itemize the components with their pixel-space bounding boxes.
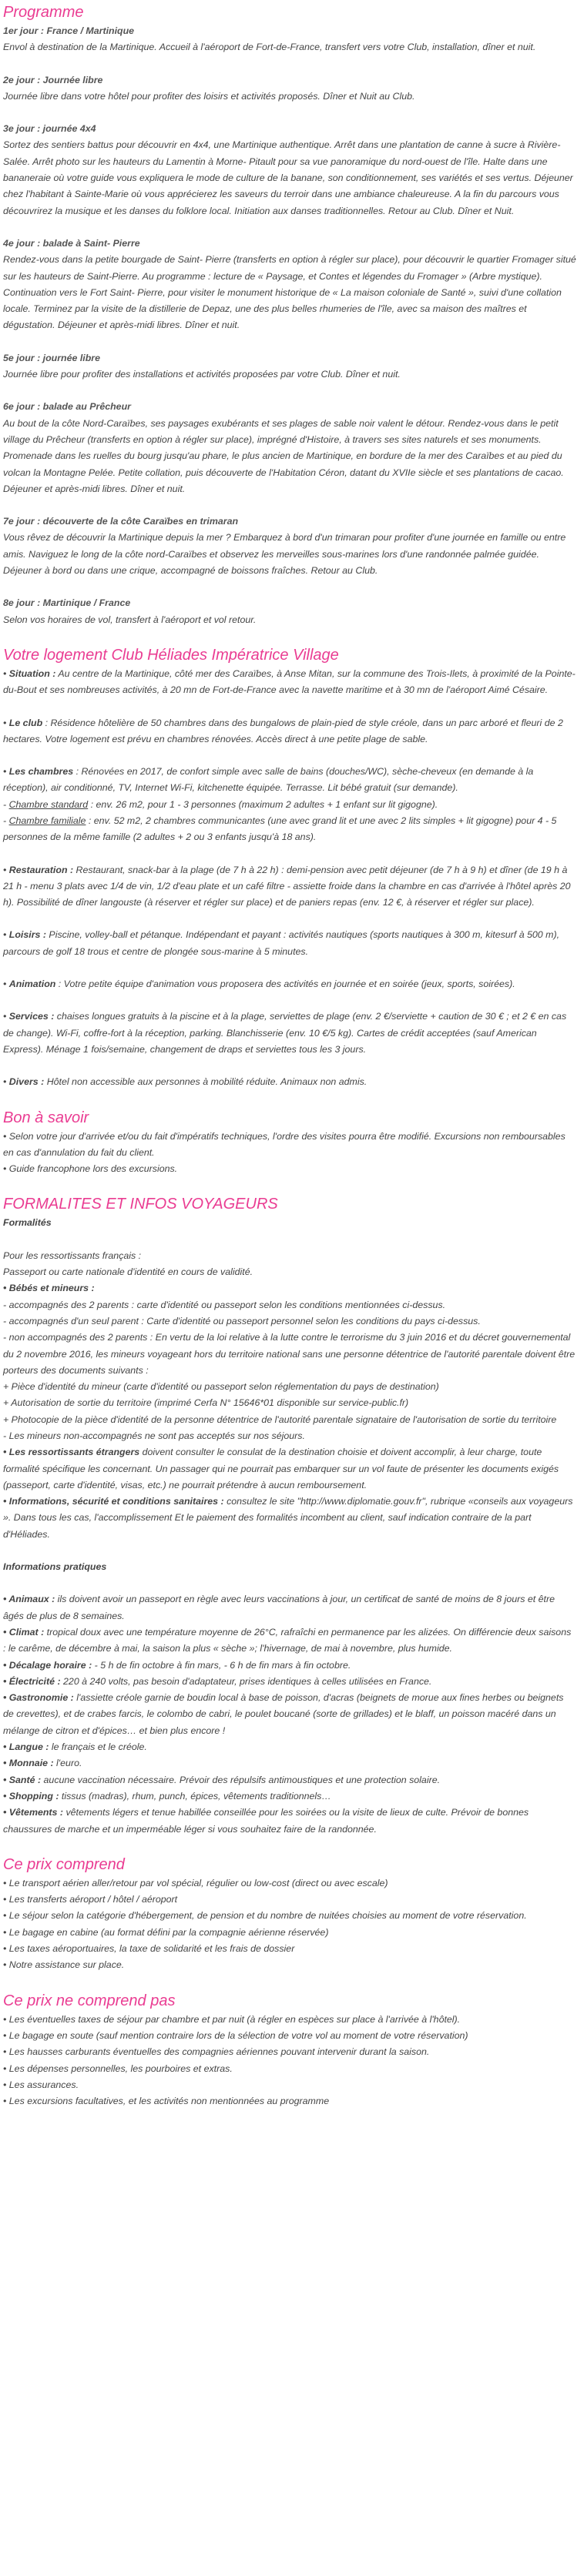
item-text: - 5 h de fin octobre à fin mars, - 6 h de fin mars à fin octobre. <box>92 1659 351 1671</box>
list-item: + Autorisation de sortie du territoire (imprimé Cerfa N° 15646*01 disponible sur service-public.fr) <box>3 1397 409 1409</box>
programme-day <box>3 236 576 334</box>
bon-a-savoir-heading: Bon à savoir <box>3 1109 89 1126</box>
list-item: • Selon votre jour d'arrivée et/ou du fait d'impératifs techniques, l'ordre des visites pourra être modifié. Excursions non remboursables en cas d'annulation du fait du client. <box>3 1130 566 1158</box>
mineurs-list <box>3 1297 576 1445</box>
day-title: 4e jour : balade à Saint- Pierre <box>3 237 140 249</box>
day-text: Rendez-vous dans la petite bourgade de Saint- Pierre (transferts en option à régler sur place), pour découvrir le quartier Fromager situé sur les hauteurs de Saint-Pierre. Au programme : lecture de « Paysage, et Contes et légendes du Fromager » (Arbre mystique). Continuation vers le Fort Saint- Pierre, pour visiter le monument historique de « La maison coloniale de Santé », suivi d'une collation locale. Terminez par la visite de la distillerie de Depaz, une des plus belles rhumeries de l'île, avec sa maison des maîtres et dégustation. Déjeuner et après-midi libres. Dîner et nuit. <box>3 254 576 331</box>
programme-heading: Programme <box>3 4 84 21</box>
list-item <box>3 1658 576 1674</box>
list-item: • Les transferts aéroport / hôtel / aéroport <box>3 1894 178 1905</box>
list-item <box>3 1591 576 1624</box>
securite-info: • Informations, sécurité et conditions sanitaires : consultez le site "http://www.diplomatie.gouv.fr", rubrique «conseils aux voyageurs ». Dans tous les cas, l'accomplissement Et le paiement des formalités incombent au client, sauf indication contraire de la part d'Héliades. <box>3 1496 573 1540</box>
item-label: • Vêtements : <box>3 1807 64 1818</box>
programme-day <box>3 514 576 579</box>
list-item: • Le bagage en cabine (au format défini par la compagnie aérienne réservée) <box>3 1926 329 1938</box>
list-item <box>3 1805 576 1838</box>
day-text: Journée libre dans votre hôtel pour profiter des loisirs et activités proposés. Dîner et Nuit au Club. <box>3 90 415 102</box>
list-item: • Les excursions facultatives, et les activités non mentionnées au programme <box>3 2096 330 2107</box>
day-text: Selon vos horaires de vol, transfert à l'aéroport et vol retour. <box>3 614 257 625</box>
logement-services: • Services : chaises longues gratuits à la piscine et à la plage, serviettes de plage (env. 2 €/serviette + caution de 30 € ; et 2 € en cas de change). Wi-Fi, coffre-fort à la réception, parking. Blanchisserie (env. 10 €/5 kg). Cartes de crédit acceptées (sauf American Express). Ménage 1 fois/semaine, changement de draps et serviettes tous les 3 jours. <box>3 1011 567 1055</box>
list-item: - Les mineurs non-accompagnés ne sont pas acceptés sur nos séjours. <box>3 1430 305 1441</box>
item-label: • Langue : <box>3 1741 49 1753</box>
programme-day <box>3 595 576 628</box>
item-label: • Climat : <box>3 1626 45 1638</box>
item-text: tropical doux avec une température moyenne de 26°C, rafraîchi en permanence par les alizées. On différencie deux saisons : le carême, de décembre à mai, la saison la plus « sèche »; l'hivernage, de mai à novembre, plus humide. <box>3 1626 572 1654</box>
list-item: - accompagnés des 2 parents : carte d'identité ou passeport selon les conditions mentionnées ci-dessus. <box>3 1299 446 1310</box>
bebes-label: • Bébés et mineurs : <box>3 1283 95 1294</box>
item-text: tissus (madras), rhum, punch, épices, vêtements traditionnels… <box>59 1790 331 1802</box>
day-title: 3e jour : journée 4x4 <box>3 123 96 135</box>
formalites-heading: FORMALITES ET INFOS VOYAGEURS <box>3 1196 278 1213</box>
list-item: • Notre assistance sur place. <box>3 1959 125 1971</box>
logement-animation: • Animation : Votre petite équipe d'animation vous proposera des activités en journée et en soirée (jeux, sports, soirées). <box>3 979 515 990</box>
prix-comprend-list <box>3 1875 576 1974</box>
item-text: aucune vaccination nécessaire. Prévoir des répulsifs antimoustiques et une protection solaire. <box>41 1774 441 1785</box>
list-item: - accompagnés d'un seul parent : Carte d'identité ou passeport personnel selon les conditions du pays ci-dessus. <box>3 1315 481 1326</box>
programme-day <box>3 399 576 497</box>
day-text: Au bout de la côte Nord-Caraïbes, ses paysages exubérants et ses plages de sable noir valent le détour. Rendez-vous dans le petit village du Prêcheur (transferts en option à régler sur place), imprégné d'Histoire, à travers ses sites naturels et ses monuments. Promenade dans les ruelles du bourg jusqu'au phare, le plus ancien de Martinique, en bordure de la mer des Caraïbes et au pied du volcan la Montagne Pelée. Petite collation, puis découverte de l'Habitation Céron, datant du XVIIe siècle et ses plantations de cacao. Déjeuner et après-midi libres. Dîner et nuit. <box>3 417 564 494</box>
item-label: • Électricité : <box>3 1675 61 1687</box>
list-item <box>3 1690 576 1739</box>
list-item: + Pièce d'identité du mineur (carte d'identité ou passeport selon réglementation du pays de destination) <box>3 1381 439 1393</box>
day-title: 6e jour : balade au Prêcheur <box>3 401 131 413</box>
logement-loisirs: • Loisirs : Piscine, volley-ball et pétanque. Indépendant et payant : activités nautiques (sports nautiques à 300 m, kitesurf à 500 m), parcours de golf 18 trous et centre de plongée sous-marine à 5 minutes. <box>3 929 560 957</box>
list-item <box>3 1674 576 1690</box>
list-item: • Le séjour selon la catégorie d'hébergement, de pension et du nombre de nuitées choisies au moment de votre réservation. <box>3 1910 527 1922</box>
item-text: ils doivent avoir un passeport en règle avec leurs vaccinations à jour, un certificat de santé de moins de 8 jours et être âgés de plus de 8 semaines. <box>3 1594 555 1621</box>
programme-day <box>3 23 576 56</box>
day-title: 2e jour : Journée libre <box>3 74 103 85</box>
list-item: + Photocopie de la pièce d'identité de la personne détentrice de l'autorité parentale signataire de l'autorisation de sortie du territoire <box>3 1413 557 1425</box>
item-text: l'euro. <box>53 1758 82 1769</box>
list-item: • Guide francophone lors des excursions. <box>3 1163 178 1175</box>
prix-ne-comprend-heading: Ce prix ne comprend pas <box>3 1992 176 2009</box>
formalites-intro: Passeport ou carte nationale d'identité en cours de validité. <box>3 1266 253 1278</box>
item-label: • Animaux : <box>3 1594 55 1605</box>
formalites-section <box>3 1215 576 1837</box>
list-item <box>3 1755 576 1771</box>
formalites-intro: Pour les ressortissants français : <box>3 1250 142 1261</box>
item-label: • Décalage horaire : <box>3 1659 92 1671</box>
logement-situation: • Situation : Au centre de la Martinique, côté mer des Caraïbes, à Anse Mitan, sur la commune des Trois-Ilets, à proximité de la Pointe-du-Bout et ses nombreuses activités, à 20 mn de Fort-de-France avec la navette maritime et à 30 mn de l'aéroport Aimé Césaire. <box>3 667 576 696</box>
list-item: • Les taxes aéroportuaires, la taxe de solidarité et les frais de dossier <box>3 1943 295 1955</box>
day-text: Envol à destination de la Martinique. Accueil à l'aéroport de Fort-de-France, transfert vers votre Club, installation, dîner et nuit. <box>3 42 536 53</box>
formalites-subtitle: Formalités <box>3 1217 52 1229</box>
list-item: • Les assurances. <box>3 2079 79 2090</box>
day-title: 7e jour : découverte de la côte Caraïbes en trimaran <box>3 516 239 527</box>
list-item <box>3 1739 576 1755</box>
day-title: 8e jour : Martinique / France <box>3 597 131 609</box>
logement-heading: Votre logement Club Héliades Impératrice Village <box>3 646 339 664</box>
prix-comprend-heading: Ce prix comprend <box>3 1855 125 1873</box>
etrangers-info: • Les ressortissants étrangers doivent consulter le consulat de la destination choisie et doivent accomplir, à leur charge, toute formalité spécifique les concernant. Un passager qui ne pourrait pas embarquer sur un vol faute de présenter les documents exigés (passeport, carte d'identité, visas, etc.) ne pourrait prétendre à aucun remboursement. <box>3 1447 559 1490</box>
list-item: • Les dépenses personnelles, les pourboires et extras. <box>3 2062 233 2074</box>
item-label: • Gastronomie : <box>3 1692 74 1704</box>
day-title: 5e jour : journée libre <box>3 352 100 363</box>
list-item: • Les hausses carburants éventuelles des compagnies aériennes pouvant intervenir durant la saison. <box>3 2046 430 2058</box>
logement-chambres: • Les chambres : Rénovées en 2017, de confort simple avec salle de bains (douches/WC), sèche-cheveux (en demande à la réception), air conditionné, TV, Internet Wi-Fi, kitchenette équipée. Terrasse. Lit bébé gratuit (sur demande). - Chambre standard : env. 26 m2, pour 1 - 3 personnes (maximum 2 adultes + 1 enfant sur lit gigogne). - Chambre familiale : env. 52 m2, 2 chambres communicantes (une avec grand lit et une avec 2 lits simples + lit gigogne) pour 4 - 5 personnes de la même famille (2 adultes + 2 ou 3 enfants jusqu'à 18 ans). <box>3 766 557 843</box>
logement-restauration: • Restauration : Restaurant, snack-bar à la plage (de 7 h à 22 h) : demi-pension avec petit déjeuner (de 7 h à 9 h) et dîner (de 19 h à 21 h - menu 3 plats avec 1/4 de vin, 1/2 d'eau plate et un café filtre - assiette froide dans la chambre en cas d'arrivée à l'hôtel après 20 h). Possibilité de dîner langouste (à réserver et régler sur place) et de paniers repas (env. 12 €, à réserver et régler sur place). <box>3 864 571 908</box>
pratiques-subtitle: Informations pratiques <box>3 1561 107 1573</box>
item-text: vêtements légers et tenue habillée conseillée pour les soirées ou la visite de lieux de culte. Prévoir de bonnes chaussures de marche et un imperméable léger si vous souhaitez faire de la randonnée. <box>3 1807 529 1835</box>
list-item: - non accompagnés des 2 parents : En vertu de la loi relative à la lutte contre le terrorisme du 3 juin 2016 et du décret gouvernemental du 2 novembre 2016, les mineurs voyageant hors du territoire national sans une personne détentrice de l'autorité parentale doivent être porteurs des documents suivants : <box>3 1332 576 1376</box>
day-text: Sortez des sentiers battus pour découvrir en 4x4, une Martinique authentique. Arrêt dans une plantation de canne à sucre à Rivière-Salée. Arrêt photo sur les hauteurs du Lamentin à Morne- Pitault pour sa vue panoramique du nord-ouest de l'île. Halte dans une bananeraie où votre guide vous expliquera le mode de culture de la banane, son conditionnement, ses variétés et ses vertus. Déjeuner chez l'habitant à Sainte-Marie où vous apprécierez les saveurs du terroir dans une ambiance chaleureuse. A la fin du parcours vous découvrirez la musique et les danses du folklore local. Initiation aux danses traditionnelles. Retour au Club. Dîner et Nuit. <box>3 139 573 216</box>
day-text: Journée libre pour profiter des installations et activités proposées par votre Club. Dîner et nuit. <box>3 369 401 380</box>
list-item <box>3 1772 576 1788</box>
item-label: • Shopping : <box>3 1790 59 1802</box>
logement-club: • Le club : Résidence hôtelière de 50 chambres dans des bungalows de plain-pied de style créole, dans un parc arboré et fleuri de 2 hectares. Votre logement est prévu en chambres rénovées. Accès direct à une petite plage de sable. <box>3 717 563 744</box>
item-text: l'assiette créole garnie de boudin local à base de poisson, d'acras (beignets de morue aux fines herbes ou beignets de crevettes), et de crabes farcis, le colombo de cabri, le poulet boucané (sorte de grillades) et le blaff, un poisson macéré dans un mélange de citron et d'épices… et bien plus encore ! <box>3 1692 564 1736</box>
day-title: 1er jour : France / Martinique <box>3 25 135 36</box>
list-item <box>3 1788 576 1805</box>
item-text: le français et le créole. <box>49 1741 147 1753</box>
item-label: • Santé : <box>3 1774 42 1785</box>
day-text: Vous rêvez de découvrir la Martinique depuis la mer ? Embarquez à bord d'un trimaran pour profiter d'une journée en famille ou entre amis. Naviguez le long de la côte nord-Caraïbes et observez les merveilles sous-marines lors d'une randonnée palmée guidée. Déjeuner à bord ou dans une crique, accompagné de boissons fraîches. Retour au Club. <box>3 532 566 577</box>
logement-section <box>3 666 576 1091</box>
item-label: • Monnaie : <box>3 1758 54 1769</box>
programme-day <box>3 350 576 383</box>
pratiques-list <box>3 1591 576 1837</box>
list-item: • Le transport aérien aller/retour par vol spécial, régulier ou low-cost (direct ou avec escale) <box>3 1877 388 1889</box>
list-item: • Le bagage en soute (sauf mention contraire lors de la sélection de votre vol au moment de votre réservation) <box>3 2029 468 2041</box>
list-item <box>3 1624 576 1658</box>
logement-divers: • Divers : Hôtel non accessible aux personnes à mobilité réduite. Animaux non admis. <box>3 1076 368 1088</box>
prix-ne-comprend-list <box>3 2012 576 2110</box>
item-text: 220 à 240 volts, pas besoin d'adaptateur, prises identiques à celles utilisées en France. <box>60 1675 432 1687</box>
list-item: • Les éventuelles taxes de séjour par chambre et par nuit (à régler en espèces sur place à l'arrivée à l'hôtel). <box>3 2013 461 2025</box>
programme-day <box>3 121 576 219</box>
programme-day <box>3 72 576 105</box>
bon-a-savoir-list <box>3 1129 576 1178</box>
programme-days <box>3 23 576 628</box>
